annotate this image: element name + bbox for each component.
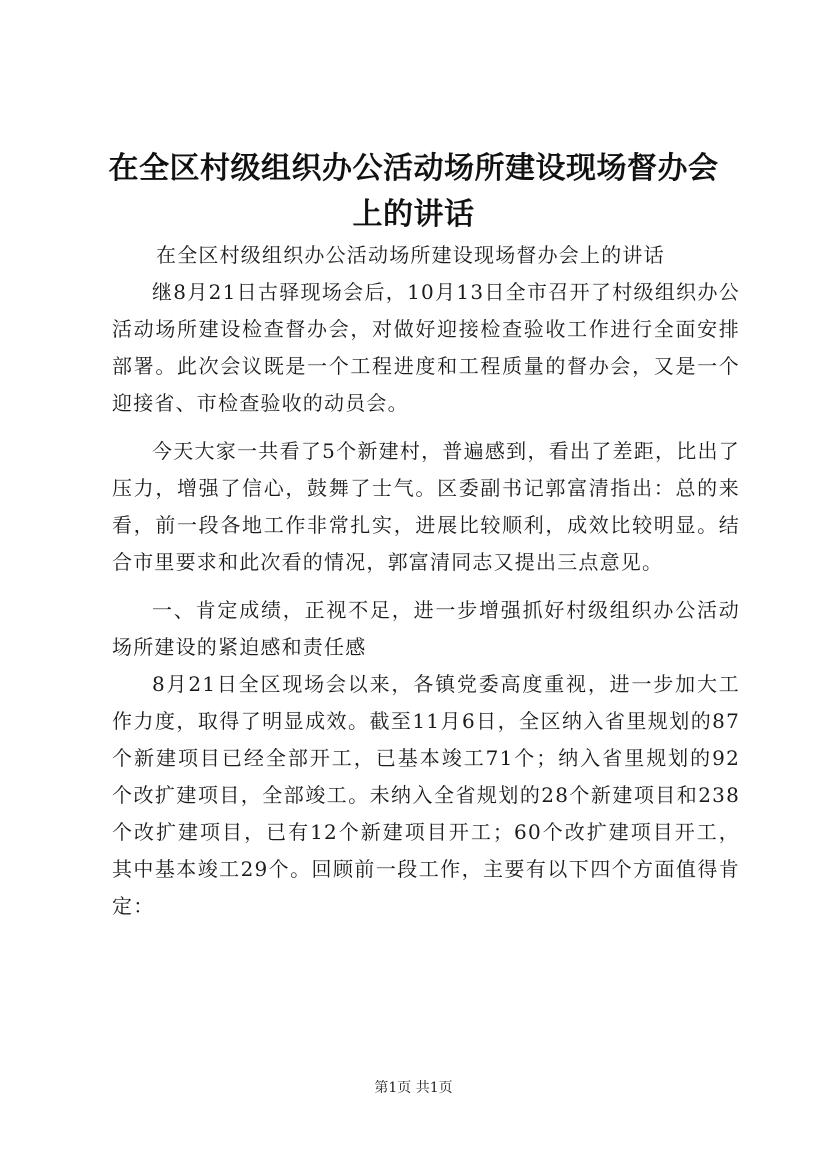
document-title: 在全区村级组织办公活动场所建设现场督办会上的讲话: [108, 151, 719, 232]
paragraph-intro: 继8月21日古驿现场会后，10月13日全市召开了村级组织办公活动场所建设检查督办会，对做好迎接检查验收工作进行全面安排部署。此次会议既是一个工程进度和工程质量的督办会，又是一个迎接省、市检查验收的动员会。: [112, 280, 740, 415]
document-body: [112, 237, 740, 925]
document-subtitle: 在全区村级组织办公活动场所建设现场督办会上的讲话: [156, 243, 665, 267]
paragraph-visit-summary: 今天大家一共看了5个新建村，普遍感到，看出了差距，比出了压力，增强了信心，鼓舞了士气。区委副书记郭富清指出：总的来看，前一段各地工作非常扎实，进展比较顺利，成效比较明显。结合市里要求和此次看的情况，郭富清同志又提出三点意见。: [112, 439, 740, 574]
page-footer: 第1页 共1页: [374, 1080, 453, 1096]
section-heading-1: 一、肯定成绩，正视不足，进一步增强抓好村级组织办公活动场所建设的紧迫感和责任感: [112, 598, 740, 659]
paragraph-progress: 8月21日全区现场会以来，各镇党委高度重视，进一步加大工作力度，取得了明显成效。截至11月6日，全区纳入省里规划的87个新建项目已经全部开工，已基本竣工71个；纳入省里规划的92个改扩建项目，全部竣工。未纳入全省规划的28个新建项目和238个改扩建项目，已有12个新建项目开工；60个改扩建项目开工，其中基本竣工29个。回顾前一段工作，主要有以下四个方面值得肯定：: [112, 672, 740, 918]
